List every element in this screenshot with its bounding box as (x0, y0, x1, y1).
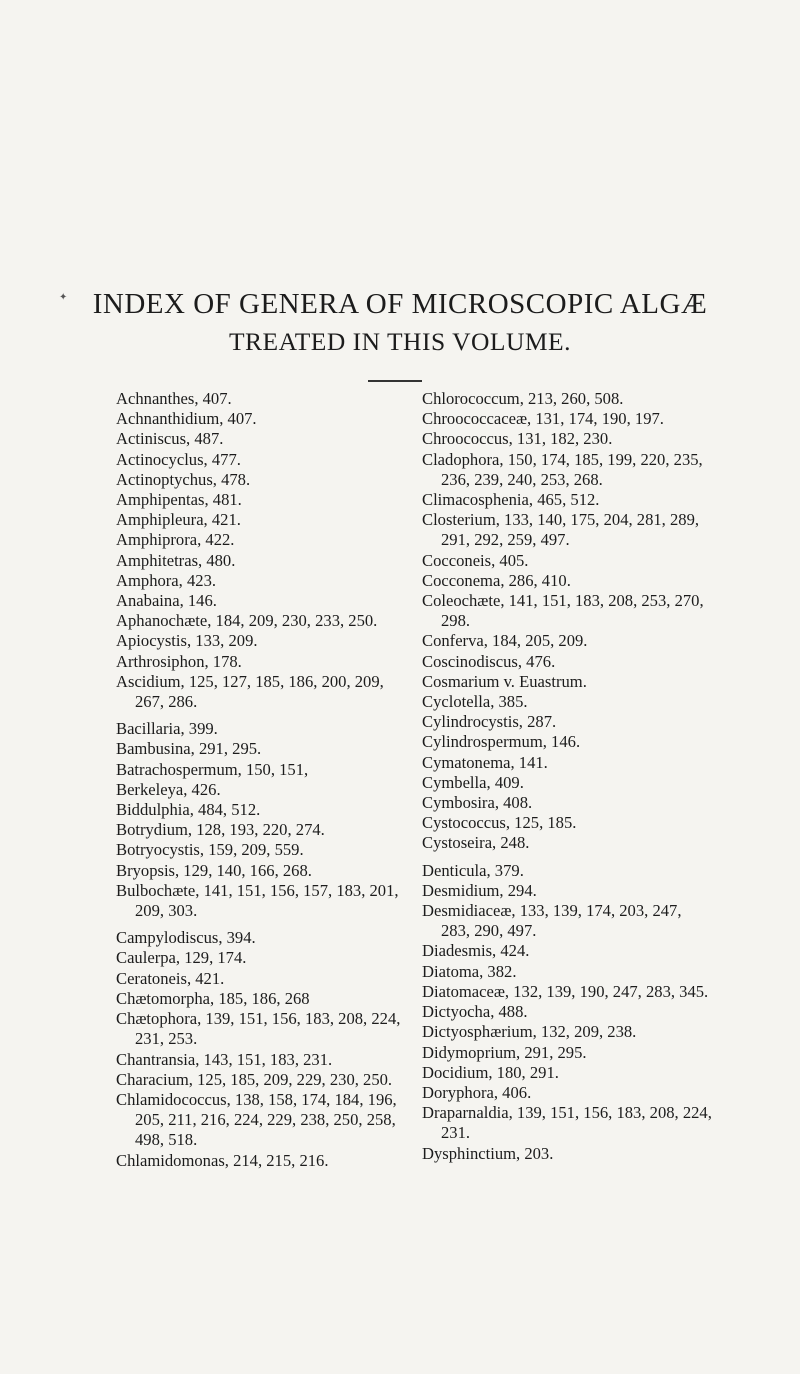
index-entry: Cylindrospermum, 146. (422, 732, 581, 752)
index-entry: Bulbochæte, 141, 151, 156, 157, 183, 201, 209, 303. (116, 880, 399, 921)
index-title: INDEX OF GENERA OF MICROSCOPIC ALGÆ (92, 288, 708, 320)
index-entry: Cocconeis, 405. (422, 550, 529, 570)
index-entry: Arthrosiphon, 178. (116, 651, 242, 671)
index-entry: Docidium, 180, 291. (422, 1062, 559, 1082)
index-entry: Characium, 125, 185, 209, 229, 230, 250. (116, 1069, 393, 1089)
index-entry: Dictyocha, 488. (422, 1002, 528, 1022)
index-entry: Draparnaldia, 139, 151, 156, 183, 208, 224, 231. (422, 1103, 712, 1143)
title-divider (368, 380, 422, 382)
index-entry: Dictyosphærium, 132, 209, 238. (422, 1022, 637, 1042)
index-entry: Cladophora, 150, 174, 185, 199, 220, 235, 236, 239, 240, 253, 268. (422, 449, 703, 489)
index-entry: Biddulphia, 484, 512. (116, 800, 261, 820)
index-column-left (116, 389, 401, 1171)
index-subtitle: TREATED IN THIS VOLUME. (228, 327, 572, 356)
index-entry: Amphora, 423. (116, 570, 217, 590)
index-entry: Desmidium, 294. (422, 880, 537, 900)
index-entry: Amphipleura, 421. (116, 510, 241, 530)
index-entry: Bryopsis, 129, 140, 166, 268. (116, 860, 312, 880)
index-entry: Amphiprora, 422. (116, 530, 235, 550)
index-entry: Anabaina, 146. (116, 591, 217, 611)
index-entry: Achnanthes, 407. (116, 389, 232, 408)
index-entry: Achnanthidium, 407. (116, 409, 257, 429)
index-entry: Campylodiscus, 394. (116, 928, 256, 948)
index-entry: Chlorococcum, 213, 260, 508. (422, 389, 624, 408)
index-entry: Bambusina, 291, 295. (116, 739, 262, 759)
index-entry: Desmidiaceæ, 133, 139, 174, 203, 247, 283, 290, 497. (422, 901, 682, 941)
index-entry: Cystococcus, 125, 185. (422, 813, 577, 833)
index-entry: Chroococcaceæ, 131, 174, 190, 197. (422, 409, 664, 429)
index-entry: Diatomaceæ, 132, 139, 190, 247, 283, 345. (422, 981, 709, 1001)
index-entry: Actiniscus, 487. (116, 429, 224, 449)
index-entry: Botryocystis, 159, 209, 559. (116, 840, 304, 860)
index-entry: Chroococcus, 131, 182, 230. (422, 429, 613, 449)
index-entry: Cystoseira, 248. (422, 833, 530, 853)
index-entry: Closterium, 133, 140, 175, 204, 281, 289, 291, 292, 259, 497. (422, 510, 700, 550)
index-entry: Chlamidomonas, 214, 215, 216. (116, 1150, 329, 1170)
index-entry: Chætophora, 139, 151, 156, 183, 208, 224, 231, 253. (116, 1009, 401, 1049)
index-entry: Conferva, 184, 205, 209. (422, 631, 588, 651)
index-entry: Climacosphenia, 465, 512. (422, 490, 600, 510)
index-entry: Caulerpa, 129, 174. (116, 948, 247, 968)
index-entry: Doryphora, 406. (422, 1082, 532, 1102)
index-entry: Cocconema, 286, 410. (422, 570, 571, 590)
index-entry: Cymbella, 409. (422, 772, 524, 792)
index-entry: Chætomorpha, 185, 186, 268 (116, 988, 310, 1008)
index-entry: Berkeleya, 426. (116, 779, 221, 799)
index-entry: Ceratoneis, 421. (116, 968, 225, 988)
index-entry: Chlamidococcus, 138, 158, 174, 184, 196, 205, 211, 216, 224, 229, 238, 250, 258, 498, 518. (116, 1089, 397, 1150)
index-entry: Diatoma, 382. (422, 961, 517, 981)
index-entry: Denticula, 379. (422, 860, 524, 880)
ink-speck: ✦ (59, 292, 68, 303)
index-entry: Amphipentas, 481. (116, 490, 242, 510)
index-entry: Cymbosira, 408. (422, 793, 533, 813)
index-entry: Batrachospermum, 150, 151, (116, 759, 309, 779)
index-entry: Botrydium, 128, 193, 220, 274. (116, 820, 325, 840)
index-entry: Cyclotella, 385. (422, 692, 528, 712)
index-entry: Cylindrocystis, 287. (422, 712, 557, 732)
index-entry: Apiocystis, 133, 209. (116, 631, 258, 651)
index-entry: Ascidium, 125, 127, 185, 186, 200, 209, 267, 286. (116, 671, 384, 712)
index-entry: Cymatonema, 141. (422, 752, 548, 772)
index-entry: Dysphinctium, 203. (422, 1143, 554, 1163)
index-entry: Actinocyclus, 477. (116, 449, 241, 469)
index-entry: Amphitetras, 480. (116, 550, 236, 570)
index-entry: Coleochæte, 141, 151, 183, 208, 253, 270, 298. (422, 591, 704, 631)
index-column-right (422, 389, 714, 1164)
index-entry: Coscinodiscus, 476. (422, 651, 556, 671)
index-entry: Diadesmis, 424. (422, 941, 530, 961)
index-entry: Cosmarium v. Euastrum. (422, 671, 587, 691)
index-entry: Didymoprium, 291, 295. (422, 1042, 587, 1062)
index-entry: Chantransia, 143, 151, 183, 231. (116, 1049, 333, 1069)
index-entry: Aphanochæte, 184, 209, 230, 233, 250. (116, 611, 378, 631)
index-entry: Actinoptychus, 478. (116, 469, 251, 489)
index-entry: Bacillaria, 399. (116, 719, 218, 739)
